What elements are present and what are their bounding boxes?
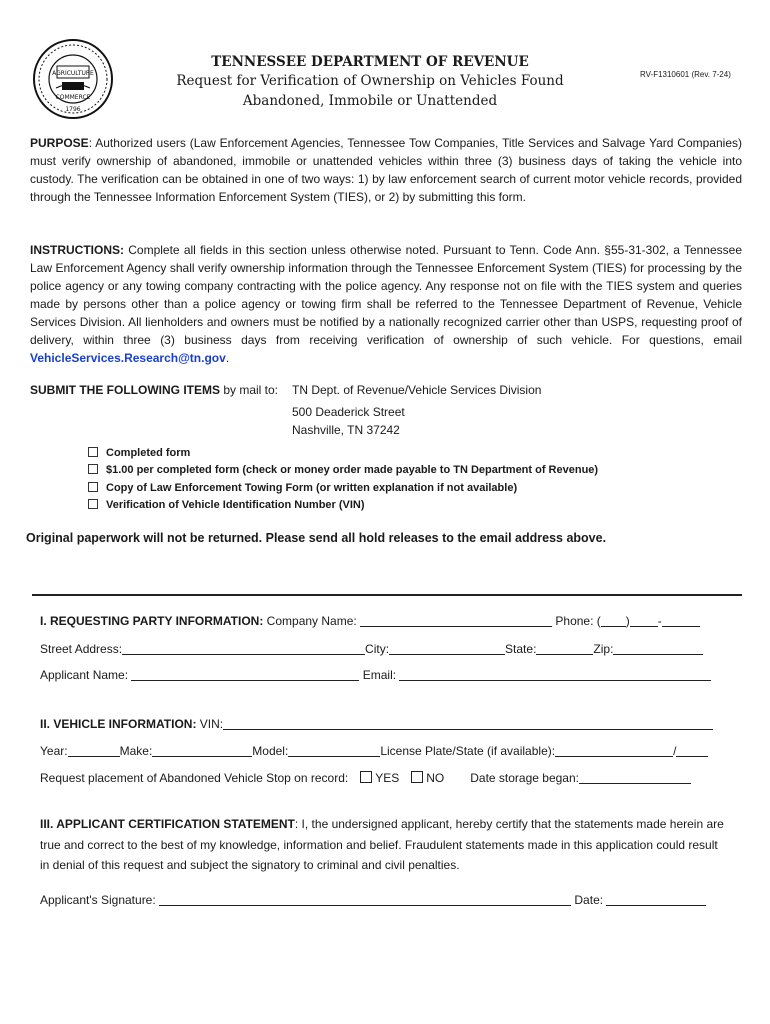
email-link[interactable]: VehicleServices.Research@tn.gov — [30, 351, 226, 365]
checkbox-icon[interactable] — [88, 464, 98, 474]
checklist-item: Copy of Law Enforcement Towing Form (or written explanation if not available) — [88, 482, 517, 494]
section3-title: III. APPLICANT CERTIFICATION STATEMENT — [40, 817, 295, 831]
model-field[interactable] — [288, 744, 380, 757]
form-number: RV-F1310601 (Rev. 7-24) — [640, 70, 731, 79]
checkbox-icon[interactable] — [88, 499, 98, 509]
make-field[interactable] — [152, 744, 252, 757]
section2-title: II. VEHICLE INFORMATION: — [40, 717, 197, 731]
form-title-line2: Abandoned, Immobile or Unattended — [242, 93, 498, 109]
instructions-text: Complete all fields in this section unless otherwise noted. Pursuant to Tenn. Code Ann. §55-31-302, a Tennessee Law Enforcement Agency shall verify ownership information through the Tennessee Enforcement System (TIES) for processing by the police agency or any towing company contracting with the police agency. Any response not on file with the TIES system and queries made by persons other than a police agency or towing firm shall be referred to the Tennessee Department of Revenue, Vehicle Services Division. All lienholders and owners must be notified by a nationally recognized carrier other than USPS, requesting proof of delivery, within three (3) business days from receiving verification of ownership of such vehicle. For questions, email — [30, 243, 742, 347]
checkbox-icon[interactable] — [88, 447, 98, 457]
mail-address-line1: TN Dept. of Revenue/Vehicle Services Division — [292, 383, 542, 397]
checklist-item: Verification of Vehicle Identification Number (VIN) — [88, 499, 365, 511]
submit-label-line — [30, 383, 278, 397]
svg-text:COMMERCE: COMMERCE — [55, 94, 91, 101]
checkbox-icon[interactable] — [88, 482, 98, 492]
certification-paragraph: III. APPLICANT CERTIFICATION STATEMENT: I, the undersigned applicant, hereby certify that the statements made herein are true and correct to the best of my knowledge, information and belief. Fraudulent statements made in this application could result in denial of this request and subject the signatory to criminal and civil penalties. — [40, 817, 724, 872]
yes-checkbox[interactable] — [360, 771, 372, 783]
return-note: Original paperwork will not be returned. Please send all hold releases to the email address above. — [26, 531, 607, 545]
section-divider — [32, 594, 742, 596]
submit-by-mail: by mail to: — [219, 383, 279, 397]
phone-prefix-field[interactable] — [630, 614, 658, 627]
purpose-text: : Authorized users (Law Enforcement Agencies, Tennessee Tow Companies, Title Services and Salvage Yard Companies) must verify ownership of abandoned, immobile or unattended vehicles within three (3) business days of taking the vehicle into custody. The verification can be obtained in one of two ways: 1) by law enforcement search of current motor vehicle records, provided through the Tennessee Information Enforcement System (TIES), or 2) by submitting this form. — [30, 136, 742, 204]
section1-title: I. REQUESTING PARTY INFORMATION: — [40, 614, 264, 628]
street-address-field[interactable] — [122, 642, 365, 655]
zip-field[interactable] — [613, 642, 703, 655]
state-seal — [32, 38, 114, 120]
purpose-paragraph — [30, 134, 742, 206]
email-field[interactable] — [399, 668, 711, 681]
department-name: TENNESSEE DEPARTMENT OF REVENUE — [211, 54, 529, 70]
vin-row: II. VEHICLE INFORMATION: VIN: — [40, 717, 713, 731]
svg-text:1796: 1796 — [65, 106, 81, 113]
instructions-label: INSTRUCTIONS: — [30, 243, 124, 257]
checklist-item: $1.00 per completed form (check or money order made payable to TN Department of Revenue) — [88, 464, 598, 476]
plate-state-field[interactable] — [676, 744, 708, 757]
phone-line-field[interactable] — [662, 614, 700, 627]
form-title-line1: Request for Verification of Ownership on Vehicles Found — [176, 73, 564, 89]
company-name-field[interactable] — [360, 614, 552, 627]
signature-date-field[interactable] — [606, 893, 706, 906]
phone-area-field[interactable] — [601, 614, 626, 627]
vin-field[interactable] — [223, 717, 713, 730]
year-field[interactable] — [68, 744, 120, 757]
mail-address-line2: 500 Deaderick Street — [292, 405, 405, 419]
applicant-row: Applicant Name: Email: — [40, 668, 711, 682]
storage-date-field[interactable] — [579, 771, 691, 784]
city-field[interactable] — [389, 642, 505, 655]
license-plate-field[interactable] — [555, 744, 673, 757]
instructions-paragraph: INSTRUCTIONS: Complete all fields in this section unless otherwise noted. Pursuant to Tenn. Code Ann. §55-31-302, a Tennessee Law Enforcement Agency shall verify ownership information through the Tennessee Enforcement System (TIES) for processing by the police agency or any towing company contracting with the police agency. Any response not on file with the TIES system and queries made by persons other than a police agency or towing firm shall be referred to the Tennessee Department of Revenue, Vehicle Services Division. All lienholders and owners must be notified by a nationally recognized carrier other than USPS, requesting proof of delivery, within three (3) business days from receiving verification of ownership of such vehicle. For questions, email VehicleServices.Research@tn.gov. — [30, 243, 742, 365]
address-row: Street Address: City: State: Zip: — [40, 642, 703, 656]
signature-row: Applicant's Signature: Date: — [40, 893, 706, 907]
applicant-name-field[interactable] — [131, 668, 359, 681]
stop-row: Request placement of Abandoned Vehicle Stop on record: YES NO Date storage began: — [40, 771, 691, 785]
signature-field[interactable] — [159, 893, 571, 906]
checklist-item: Completed form — [88, 447, 190, 459]
purpose-label: PURPOSE — [30, 136, 89, 150]
mail-address-line3: Nashville, TN 37242 — [292, 423, 400, 437]
vehicle-row: Year: Make: Model: License Plate/State (if available): / — [40, 744, 708, 758]
no-checkbox[interactable] — [411, 771, 423, 783]
company-row: I. REQUESTING PARTY INFORMATION: Company Name: Phone: ( ) - — [40, 614, 700, 628]
state-field[interactable] — [536, 642, 593, 655]
svg-text:AGRICULTURE: AGRICULTURE — [52, 70, 94, 77]
submit-label: SUBMIT THE FOLLOWING ITEMS — [30, 383, 220, 397]
